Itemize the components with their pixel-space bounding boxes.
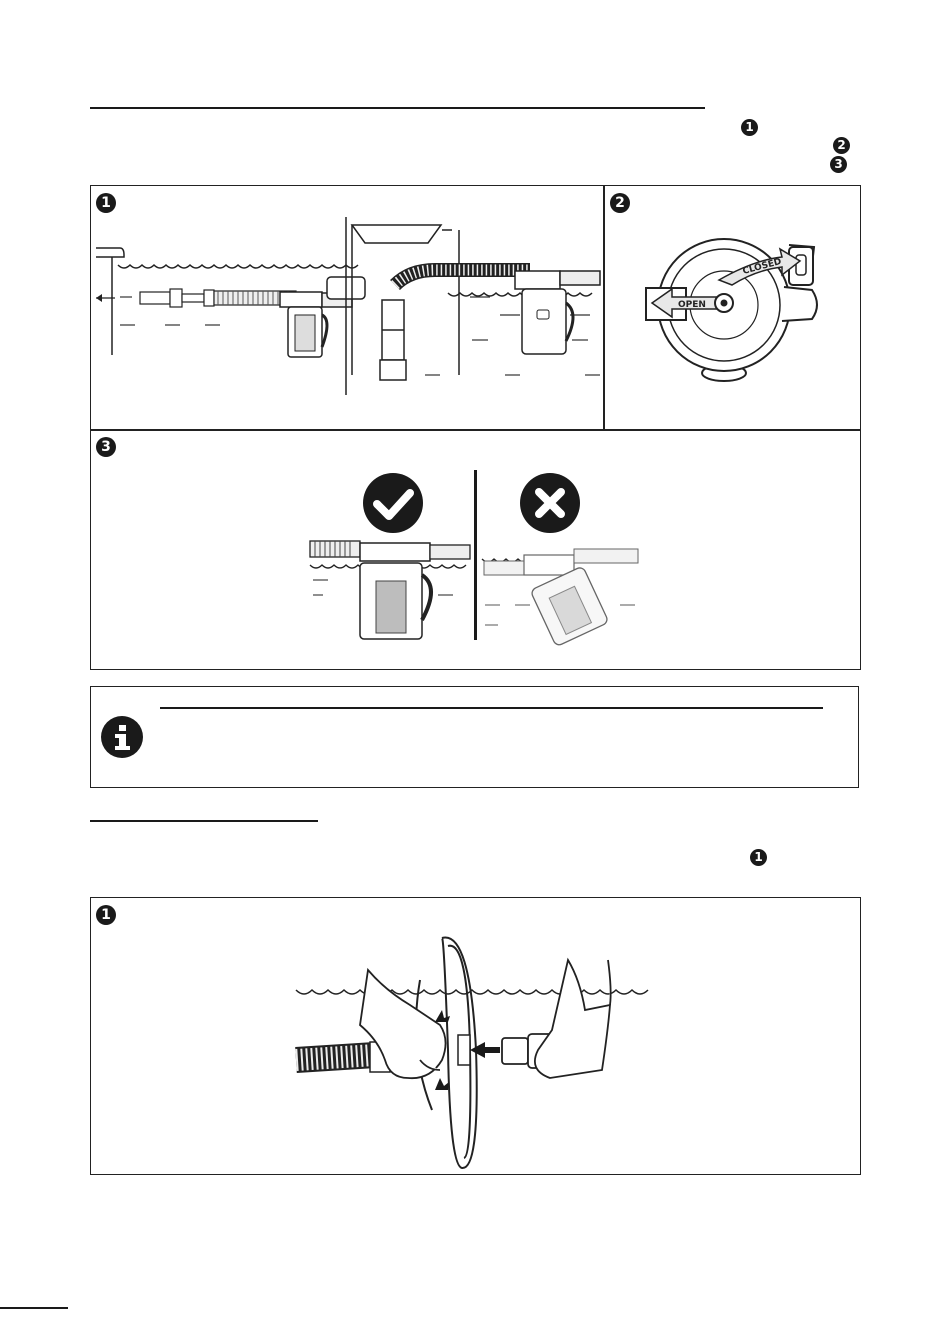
step-marker-1: 1 — [741, 119, 758, 136]
figure-2-illustration — [290, 930, 670, 1172]
panel-b-valve-illustration — [604, 185, 861, 429]
incorrect-installation-illustration — [480, 535, 645, 645]
info-icon — [101, 716, 143, 758]
panel-a-badge: 1 — [96, 193, 116, 213]
right-hand — [535, 960, 611, 1078]
heading-underline — [90, 107, 705, 109]
incorrect-badge — [520, 473, 580, 533]
panel-c-badge: 3 — [96, 437, 116, 457]
info-box-underline — [160, 707, 823, 709]
check-icon — [363, 473, 423, 533]
svg-text:CLOSED: CLOSED — [741, 256, 783, 277]
figure-1-divider-horizontal — [90, 429, 861, 431]
hose-fittings — [140, 289, 214, 307]
skimmer-column — [346, 217, 459, 395]
filter-canister-right — [515, 271, 600, 354]
vacuum-hose — [296, 1042, 390, 1072]
cross-icon — [520, 473, 580, 533]
pool-wall — [96, 248, 124, 355]
water-surface — [118, 265, 358, 268]
figure-2-badge: 1 — [96, 905, 116, 925]
info-glyph — [101, 716, 143, 758]
step-marker-3: 3 — [830, 156, 847, 173]
section-2-step-marker: 1 — [750, 849, 767, 866]
footer-rule — [0, 1307, 68, 1309]
correct-badge — [363, 473, 423, 533]
panel-b-badge: 2 — [610, 193, 630, 213]
panel-a-illustration — [90, 185, 602, 429]
correct-installation-illustration — [308, 535, 473, 645]
filter-canister-left — [280, 292, 352, 357]
step-marker-2: 2 — [833, 137, 850, 154]
info-box — [90, 686, 859, 788]
panel-c-divider — [474, 470, 477, 640]
section-2-heading-underline — [90, 820, 318, 822]
svg-text:OPEN: OPEN — [678, 300, 706, 310]
hose-right — [395, 270, 530, 285]
